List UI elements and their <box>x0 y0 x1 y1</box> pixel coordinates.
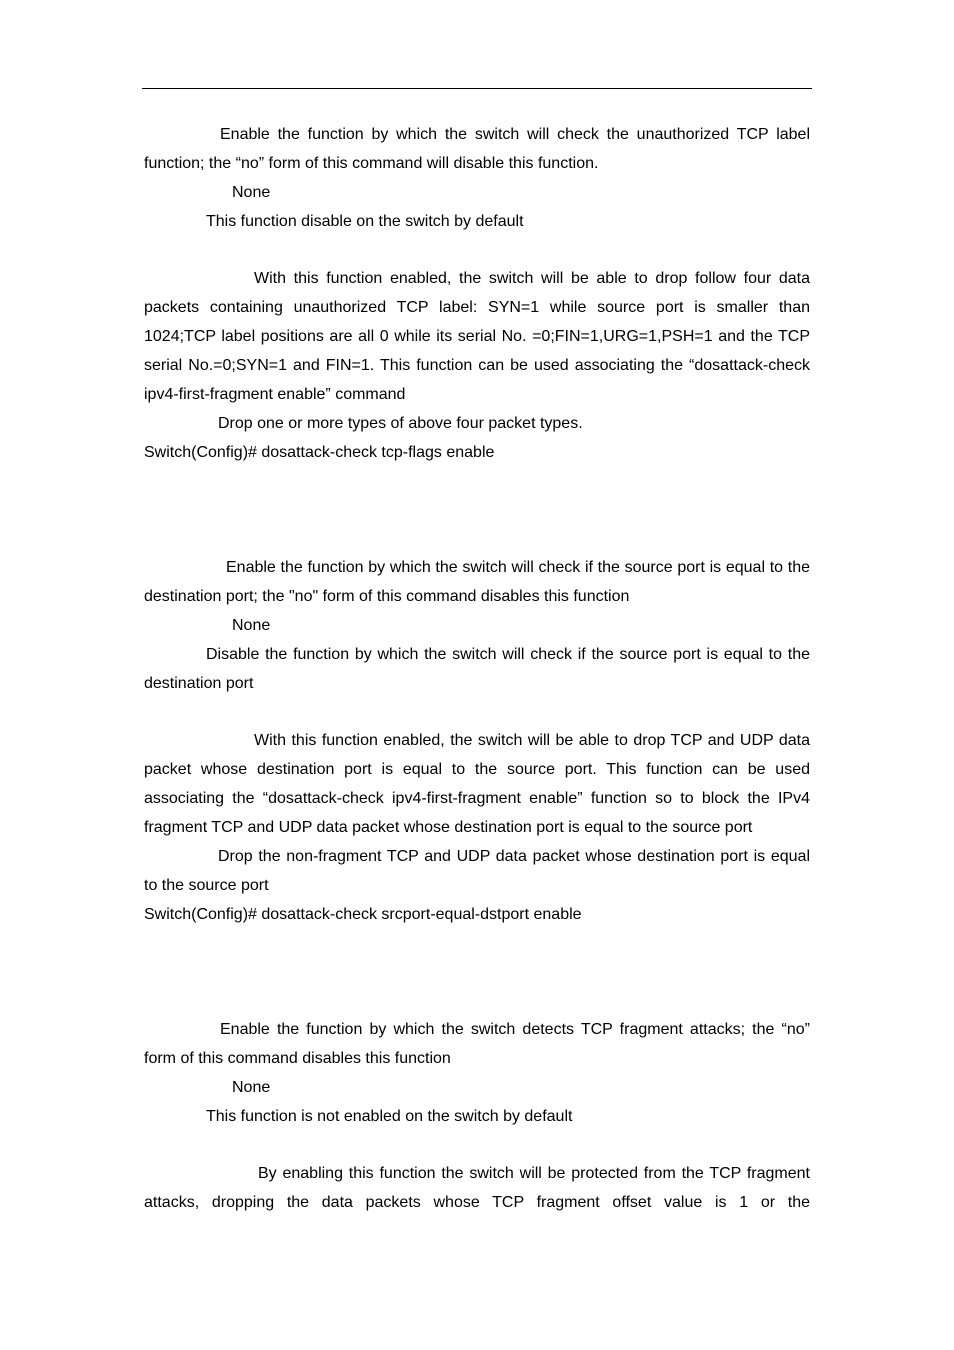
parameter-paragraph: None <box>232 617 271 634</box>
function-paragraph: Enable the function by which the switch will check the unauthorized TCP label function; the “no” form of this command will disable this function. <box>144 126 810 172</box>
note-paragraph: Drop one or more types of above four packet types. <box>218 415 583 432</box>
header-rule <box>142 88 812 89</box>
example-command: Switch(Config)# dosattack-check srcport-equal-dstport enable <box>144 906 582 923</box>
parameter-paragraph: None <box>232 1079 271 1096</box>
default-paragraph: This function disable on the switch by default <box>206 213 524 230</box>
default-paragraph: Disable the function by which the switch will check if the source port is equal to the destination port <box>144 646 810 692</box>
parameter-paragraph: None <box>232 184 271 201</box>
document-body <box>144 120 810 1217</box>
usage-paragraph: With this function enabled, the switch will be able to drop TCP and UDP data packet whose destination port is equal to the source port. This function can be used associating the “dosattack-check ipv4-first-fragment enable” function so to block the IPv4 fragment TCP and UDP data packet whose destination port is equal to the source port <box>144 732 810 836</box>
default-paragraph: This function is not enabled on the switch by default <box>206 1108 573 1125</box>
note-paragraph: Drop the non-fragment TCP and UDP data packet whose destination port is equal to the source port <box>144 848 810 894</box>
function-paragraph: Enable the function by which the switch detects TCP fragment attacks; the “no” form of this command disables this function <box>144 1021 810 1067</box>
usage-paragraph: By enabling this function the switch will be protected from the TCP fragment attacks, dropping the data packets whose TCP fragment offset value is 1 or the <box>144 1165 810 1211</box>
function-paragraph: Enable the function by which the switch will check if the source port is equal to the destination port; the "no" form of this command disables this function <box>144 559 810 605</box>
usage-paragraph: With this function enabled, the switch will be able to drop follow four data packets containing unauthorized TCP label: SYN=1 while source port is smaller than 1024;TCP label positions are all 0 while its serial No. =0;FIN=1,URG=1,PSH=1 and the TCP serial No.=0;SYN=1 and FIN=1. This function can be used associating the “dosattack-check ipv4-first-fragment enable” command <box>144 270 810 403</box>
example-command: Switch(Config)# dosattack-check tcp-flags enable <box>144 444 495 461</box>
